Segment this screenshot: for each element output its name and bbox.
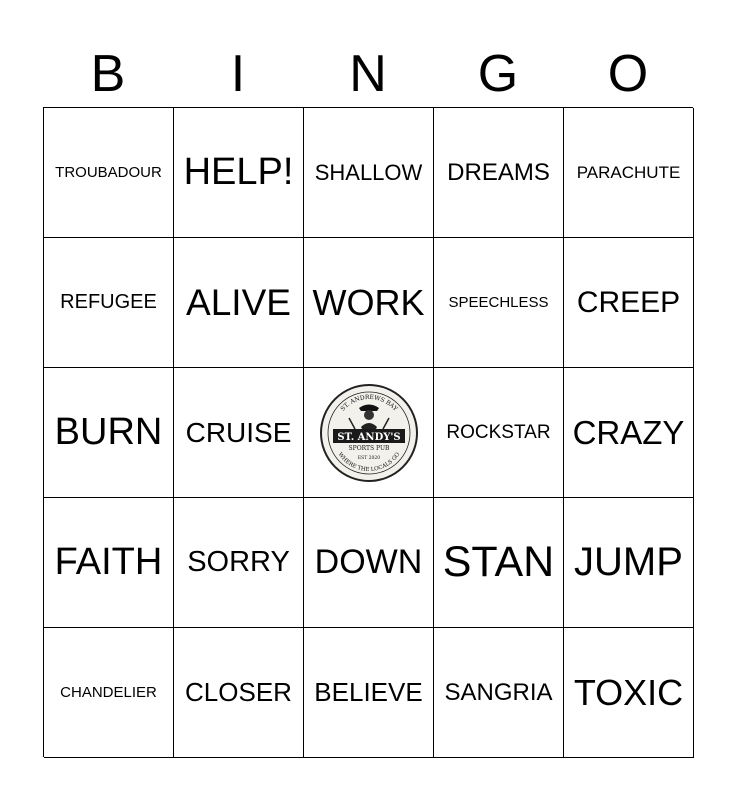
logo-top-text: ST. ANDREWS BAY (338, 393, 399, 412)
bingo-board (43, 107, 693, 757)
bingo-cell: WORK (304, 238, 434, 368)
bingo-cell: CHANDELIER (44, 628, 174, 758)
bingo-cell: ALIVE (174, 238, 304, 368)
header-letter-o: O (607, 45, 649, 103)
bingo-cell: JUMP (564, 498, 694, 628)
bingo-cell: REFUGEE (44, 238, 174, 368)
logo-name: ST. ANDY'S (336, 431, 401, 443)
bingo-cell: SHALLOW (304, 108, 434, 238)
free-space-cell (304, 368, 434, 498)
bingo-cell: FAITH (44, 498, 174, 628)
bingo-cell: CREEP (564, 238, 694, 368)
pirate-logo-icon (319, 383, 419, 483)
bingo-cell: ROCKSTAR (434, 368, 564, 498)
bingo-cell: TOXIC (564, 628, 694, 758)
header-letter-i: I (230, 45, 246, 103)
header-letter-b: B (90, 45, 126, 103)
bingo-cell: CRUISE (174, 368, 304, 498)
logo-bottom-text: WHERE THE LOCALS GO (336, 451, 401, 473)
bingo-header (43, 40, 693, 108)
bingo-cell: DOWN (304, 498, 434, 628)
bingo-cell: BELIEVE (304, 628, 434, 758)
bingo-cell: BURN (44, 368, 174, 498)
bingo-cell: PARACHUTE (564, 108, 694, 238)
bingo-cell: SORRY (174, 498, 304, 628)
bingo-cell: TROUBADOUR (44, 108, 174, 238)
bingo-cell: SANGRIA (434, 628, 564, 758)
header-letter-g: G (477, 45, 519, 103)
logo-sub: SPORTS PUB (348, 444, 389, 452)
bingo-cell: DREAMS (434, 108, 564, 238)
bingo-cell: HELP! (174, 108, 304, 238)
logo-est: EST 2020 (357, 455, 380, 461)
bingo-cell: CLOSER (174, 628, 304, 758)
header-letter-n: N (349, 45, 387, 103)
bingo-cell: SPEECHLESS (434, 238, 564, 368)
bingo-cell: STAN (434, 498, 564, 628)
bingo-cell: CRAZY (564, 368, 694, 498)
